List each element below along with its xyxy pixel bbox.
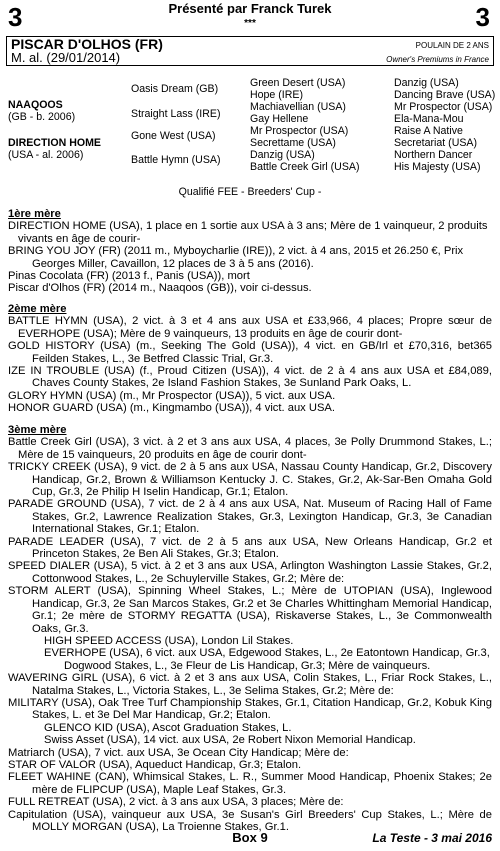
pedigree-g4: Mr Prospector (USA) xyxy=(394,101,493,113)
paragraph: Matriarch (USA), 7 vict. aux USA, 3e Ocean City Handicap; Mère de: xyxy=(8,746,349,759)
first-dam-section xyxy=(8,208,492,295)
pedigree-g2: Straight Lass (IRE) xyxy=(131,108,221,120)
pedigree-g4: Ela-Mana-Mou xyxy=(394,113,464,125)
paragraph: TRICKY CREEK (USA), 9 vict. de 2 à 5 ans aux USA, Nassau County Handicap, Gr.2, Discovery Handicap, Gr.2, Brown & Williamson Kentucky J. C. Stakes, Gr.2, Ak-Sar-Ben Omaha Gold Cup, Gr.3, 2e Philip H Iselin Handicap, Gr.1; Etalon. xyxy=(8,461,492,499)
pedigree-g3: Green Desert (USA) xyxy=(250,77,346,89)
paragraph: Piscar d'Olhos (FR) (2014 m., Naaqoos (GB)), voir ci-dessus. xyxy=(8,282,312,295)
paragraph: BRING YOU JOY (FR) (2011 m., Myboycharlie (IRE)), 2 vict. à 4 ans, 2015 et 26.250 €, Prix Georges Miller, Cavaillon, 12 places de 3 à 5 ans (2016). xyxy=(8,245,464,270)
stars: *** xyxy=(244,18,256,29)
place-date: La Teste - 3 mai 2016 xyxy=(372,831,492,845)
pedigree-g4: His Majesty (USA) xyxy=(394,161,481,173)
paragraph: HONOR GUARD (USA) (m., Kingmambo (USA)), 4 vict. aux USA. xyxy=(8,402,335,415)
horse-name: PISCAR D'OLHOS (FR) xyxy=(11,36,163,52)
pedigree-g4: Danzig (USA) xyxy=(394,77,459,89)
section-heading: 3ème mère xyxy=(8,424,67,436)
pedigree-g4: Secretariat (USA) xyxy=(394,137,478,149)
paragraph: WAVERING GIRL (USA), 6 vict. à 2 et 3 ans aux USA, Colin Stakes, L., Friar Rock Stakes, L., Natalma Stakes, L., Victoria Stakes, L., 3e Selima Stakes, Gr.2; Mère de: xyxy=(8,672,492,697)
pedigree-g3: Battle Creek Girl (USA) xyxy=(250,161,360,173)
pedigree-g4: Dancing Brave (USA) xyxy=(394,89,496,101)
paragraph: BATTLE HYMN (USA), 2 vict. à 3 et 4 ans aux USA et £33,966, 4 places; Propre sœur de EVERHOPE (USA); Mère de 9 vainqueurs, 13 produits en âge de courir dont- xyxy=(8,315,492,340)
pedigree-g3: Mr Prospector (USA) xyxy=(250,125,349,137)
paragraph: MILITARY (USA), Oak Tree Turf Championship Stakes, Gr.1, Citation Handicap, Gr.2, Kobuk King Stakes, L. et 3e Del Mar Handicap, Gr.2; Etalon. xyxy=(8,696,492,722)
pedigree-g3: Machiavellian (USA) xyxy=(250,101,346,113)
section-heading: 2ème mère xyxy=(8,303,67,315)
horse-sex-birth: M. al. (29/01/2014) xyxy=(11,50,121,65)
third-dam-section xyxy=(8,424,492,833)
pedigree-g4: Northern Dancer xyxy=(394,149,473,161)
paragraph: GLORY HYMN (USA) (m., Mr Prospector (USA)), 5 vict. aux USA. xyxy=(8,389,336,402)
box-number: Box 9 xyxy=(232,830,268,845)
paragraph: Capitulation (USA), vainqueur aux USA, 3e Susan's Girl Breeders' Cup Stakes, L.; Mère de MOLLY MORGAN (USA), La Troienne Stakes, Gr.1. xyxy=(8,808,492,833)
paragraph: DIRECTION HOME (USA), 1 place en 1 sortie aux USA à 3 ans; Mère de 1 vainqueur, 2 produits vivants en âge de courir- xyxy=(8,220,488,245)
pedigree-g3: Hope (IRE) xyxy=(250,89,303,101)
paragraph: STAR OF VALOR (USA), Aqueduct Handicap, Gr.3; Etalon. xyxy=(8,758,302,771)
paragraph: HIGH SPEED ACCESS (USA), London Lil Stakes. xyxy=(44,634,294,647)
paragraph: FLEET WAHINE (CAN), Whimsical Stakes, L. R., Summer Mood Handicap, Phoenix Stakes; 2e mère de FLIPCUP (USA), Maple Leaf Stakes, Gr.3. xyxy=(8,771,492,796)
lot-number-left: 3 xyxy=(8,2,23,32)
paragraph: EVERHOPE (USA), 6 vict. aux USA, Edgewood Stakes, L., 2e Eatontown Handicap, Gr.3, Dogwood Stakes, L., 3e Fleur de Lis Handicap, Gr.3; Mère de vainqueurs. xyxy=(44,647,490,672)
horse-name-box xyxy=(6,36,494,66)
paragraph: SPEED DIALER (USA), 5 vict. à 2 et 3 ans aux USA, Arlington Washington Lassie Stakes, Gr.2, Cottonwood Stakes, L., 2e Schuylerville Stakes, Gr.2; Mère de: xyxy=(8,560,492,585)
paragraph: PARADE GROUND (USA), 7 vict. de 2 à 4 ans aux USA, Nat. Museum of Racing Hall of Fame Stakes, Gr.2, Lawrence Realization Stakes, Gr.3, Lexington Handicap, Gr.3, 3e Canadian International Stakes, Gr.1; Etalon. xyxy=(8,498,492,536)
dam-name: DIRECTION HOME xyxy=(8,137,101,149)
sire-info: (GB - b. 2006) xyxy=(8,111,76,123)
pedigree-g2: Gone West (USA) xyxy=(131,130,216,142)
paragraph: STORM ALERT (USA), Spinning Wheel Stakes, L.; Mère de UTOPIAN (USA), Inglewood Handicap, Gr.3, 2e San Marcos Stakes, Gr.2 et 3e Charles Whittingham Memorial Handicap, Gr.1; 2e mère de STORMY REGATTA (USA), Riskaverse Stakes, L., 3e Commonwealth Oaks, Gr.3. xyxy=(8,585,492,635)
paragraph: IZE IN TROUBLE (USA) (f., Proud Citizen (USA)), 4 vict. de 2 à 4 ans aux USA et £84,089, Chaves County Stakes, 2e Island Fashion Stakes, 3e Sunland Park Oaks, L. xyxy=(8,365,492,390)
sire-name: NAAQOOS xyxy=(8,99,63,111)
pedigree-g4: Raise A Native xyxy=(394,125,463,137)
paragraph: Pinas Cocolata (FR) (2013 f., Panis (USA)), mort xyxy=(8,270,250,283)
pedigree-g2: Oasis Dream (GB) xyxy=(131,83,219,95)
paragraph: FULL RETREAT (USA), 2 vict. à 3 ans aux USA, 3 places; Mère de: xyxy=(8,796,344,809)
pedigree-g2: Battle Hymn (USA) xyxy=(131,154,221,166)
pedigree-g3: Gay Hellene xyxy=(250,113,309,125)
presenter: Présenté par Franck Turek xyxy=(168,1,332,16)
pedigree-g3: Danzig (USA) xyxy=(250,149,315,161)
paragraph: Swiss Asset (USA), 14 vict. aux USA, 2e Robert Nixon Memorial Handicap. xyxy=(44,734,416,747)
qualification: Qualifié FEE - Breeders' Cup - xyxy=(178,186,322,198)
section-heading: 1ère mère xyxy=(8,208,61,220)
paragraph: GOLD HISTORY (USA) (m., Seeking The Gold (USA)), 4 vict. en GB/Irl et £70,316, bet365 Feilden Stakes, L., 3e Betfred Classic Trial, Gr.3. xyxy=(8,340,492,365)
paragraph: GLENCO KID (USA), Ascot Graduation Stakes, L. xyxy=(44,721,292,734)
second-dam-section xyxy=(8,303,492,415)
pedigree-g3: Secrettame (USA) xyxy=(250,137,336,149)
horse-type: POULAIN DE 2 ANS xyxy=(415,41,489,50)
paragraph: PARADE LEADER (USA), 7 vict. de 2 à 5 ans aux USA, New Orleans Handicap, Gr.2 et Princeton Stakes, 2e Ben Ali Stakes, Gr.3; Etalon. xyxy=(8,535,492,561)
lot-number-right: 3 xyxy=(475,2,490,32)
owner-premiums: Owner's Premiums in France xyxy=(386,55,489,64)
dam-info: (USA - al. 2006) xyxy=(8,149,84,161)
paragraph: Battle Creek Girl (USA), 3 vict. à 2 et 3 ans aux USA, 4 places, 3e Polly Drummond Stakes, L.; Mère de 15 vainqueurs, 20 produits en âge de courir dont- xyxy=(8,436,492,461)
